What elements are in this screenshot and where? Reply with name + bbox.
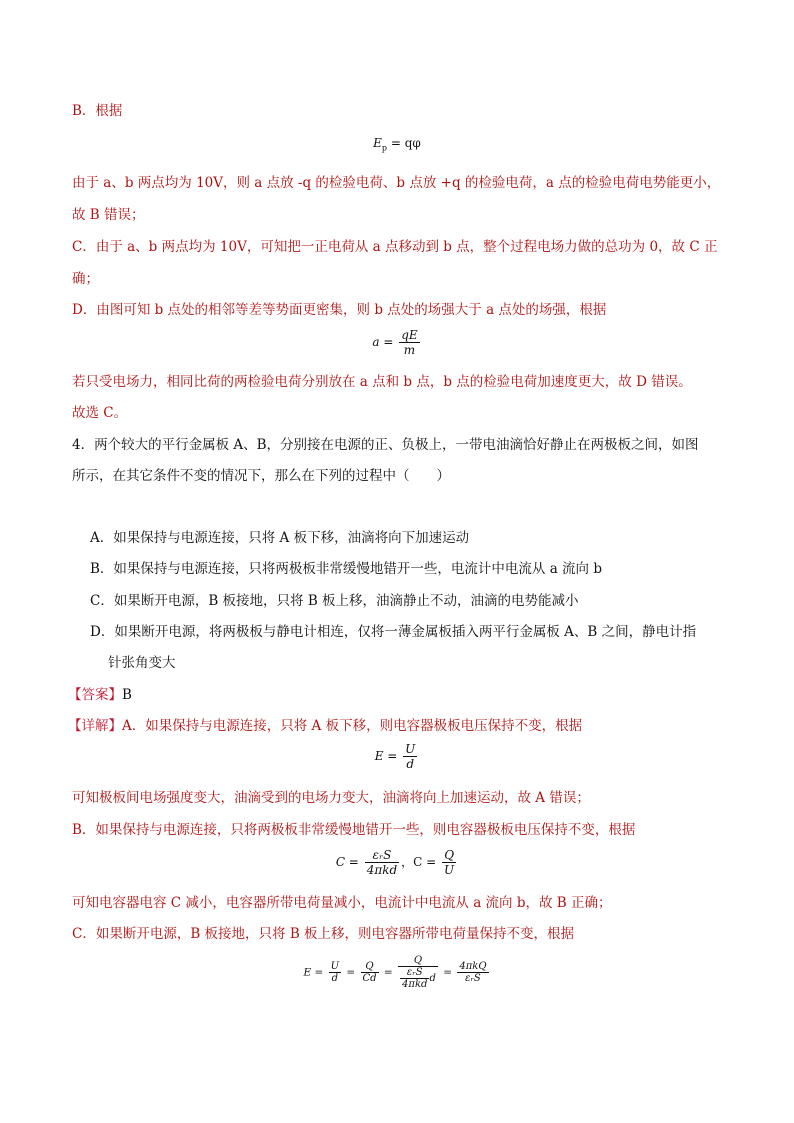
denominator: εᵣS: [465, 973, 481, 984]
equals: =: [439, 966, 456, 979]
fraction-q-cd: [361, 961, 379, 984]
detail-tag: 【详解】: [68, 718, 122, 734]
option-b: B．如果保持与电源连接，只将两极板非常缓慢地错开一些，电流计中电流从 a 流向 b: [90, 561, 602, 577]
d-explanation-line2: 若只受电场力，相同比荷的两检验电荷分别放在 a 点和 b 点，b 点的检验电荷加速度更大，故 D 错误。: [72, 374, 692, 390]
numerator: Q: [361, 961, 379, 973]
detail-line-a: [68, 716, 718, 736]
formula-acceleration: [0, 328, 794, 357]
formula-lhs: E =: [303, 966, 327, 979]
fraction: [399, 328, 419, 357]
numerator: 4πkQ: [459, 961, 487, 972]
formula-rhs: = qφ: [387, 136, 421, 150]
answer-line: [68, 685, 718, 705]
numerator: εᵣS: [400, 967, 429, 979]
factor-d: d: [429, 973, 436, 984]
question-4-line2: 所示，在其它条件不变的情况下，那么在下列的过程中（ ）: [72, 468, 450, 484]
option-b-heading: B．根据: [72, 103, 123, 119]
answer-tag: 【答案】: [68, 687, 122, 703]
symbol-e: E: [373, 136, 382, 150]
detail-c-text: C．如果断开电源，B 板接地，只将 B 板上移，则电容器所带电荷量保持不变，根据: [72, 926, 575, 942]
formula-lhs: E =: [374, 749, 402, 763]
nested-denominator: [398, 967, 438, 990]
detail-a-conclusion: 可知极板间电场强度变大，油滴受到的电场力变大，油滴将向上加速运动，故 A 错误；: [72, 790, 590, 806]
numerator: U: [330, 961, 340, 972]
fraction-capacitance: [365, 848, 399, 877]
numerator: εᵣS: [365, 848, 399, 863]
c-explanation-line2: 确；: [72, 271, 99, 287]
subscript-p: p: [381, 143, 388, 153]
answer-value: B: [122, 687, 132, 703]
c-explanation-line1: C．由于 a、b 两点均为 10V，可知把一正电荷从 a 点移动到 b 点，整个过程电场力做的总功为 0，故 C 正: [72, 239, 718, 255]
option-d-line1: D．如果断开电源，将两极板与静电计相连，仅将一薄金属板插入两平行金属板 A、B 之间，静电计指: [90, 624, 697, 640]
option-a: A．如果保持与电源连接，只将 A 板下移，油滴将向下加速运动: [90, 530, 470, 546]
denominator: m: [403, 343, 416, 357]
denominator: 4πkd: [402, 979, 428, 990]
b-explanation-line1: 由于 a、b 两点均为 10V，则 a 点放 -q 的检验电荷、b 点放 +q 的检验电荷，a 点的检验电荷电势能更小，: [72, 175, 721, 191]
formula-lhs: C =: [335, 855, 363, 869]
denominator: d: [406, 757, 415, 771]
formula-capacitance: [0, 848, 794, 877]
equals: =: [380, 966, 397, 979]
detail-b-text: B．如果保持与电源连接，只将两极板非常缓慢地错开一些，则电容器极板电压保持不变，根据: [72, 822, 636, 838]
equals: =: [343, 966, 359, 979]
formula-separator: ，C =: [401, 855, 441, 869]
question-4-line1: 4．两个较大的平行金属板 A、B，分别接在电源的正、负极上，一带电油滴恰好静止在两极板之间，如图: [72, 437, 699, 453]
denominator: 4πkd: [366, 863, 398, 877]
numerator: Q: [442, 848, 456, 863]
fraction-charge: [442, 848, 456, 877]
option-c: C．如果断开电源，B 板接地，只将 B 板上移，油滴静止不动，油滴的电势能减小: [90, 593, 579, 609]
numerator: qE: [401, 328, 418, 342]
denominator: Cd: [362, 973, 377, 984]
inner-fraction: [400, 967, 429, 990]
denominator: U: [444, 863, 455, 877]
numerator: Q: [398, 955, 438, 967]
numerator: U: [405, 742, 416, 756]
detail-a-text: A．如果保持与电源连接，只将 A 板下移，则电容器极板电压保持不变，根据: [122, 718, 583, 734]
detail-b-conclusion: 可知电容器电容 C 减小，电容器所带电荷量减小，电流计中电流从 a 流向 b，故 B 正确；: [72, 895, 612, 911]
choose-answer: 故选 C。: [72, 405, 128, 421]
formula-field-strength: [0, 742, 794, 771]
d-explanation-line1: D．由图可知 b 点处的相邻等差等势面更密集，则 b 点处的场强大于 a 点处的场强，根据: [72, 302, 607, 318]
fraction: [403, 742, 417, 771]
fraction-u-d: [329, 961, 341, 984]
denominator: d: [331, 973, 338, 984]
b-explanation-line2: 故 B 错误；: [72, 207, 145, 223]
formula-lhs: a =: [372, 335, 398, 349]
option-d-line2: 针张角变大: [108, 655, 176, 671]
fraction-result: [457, 961, 488, 984]
formula-field-derivation: [0, 955, 794, 990]
formula-potential-energy: [0, 136, 794, 152]
fraction-nested: [398, 955, 438, 990]
